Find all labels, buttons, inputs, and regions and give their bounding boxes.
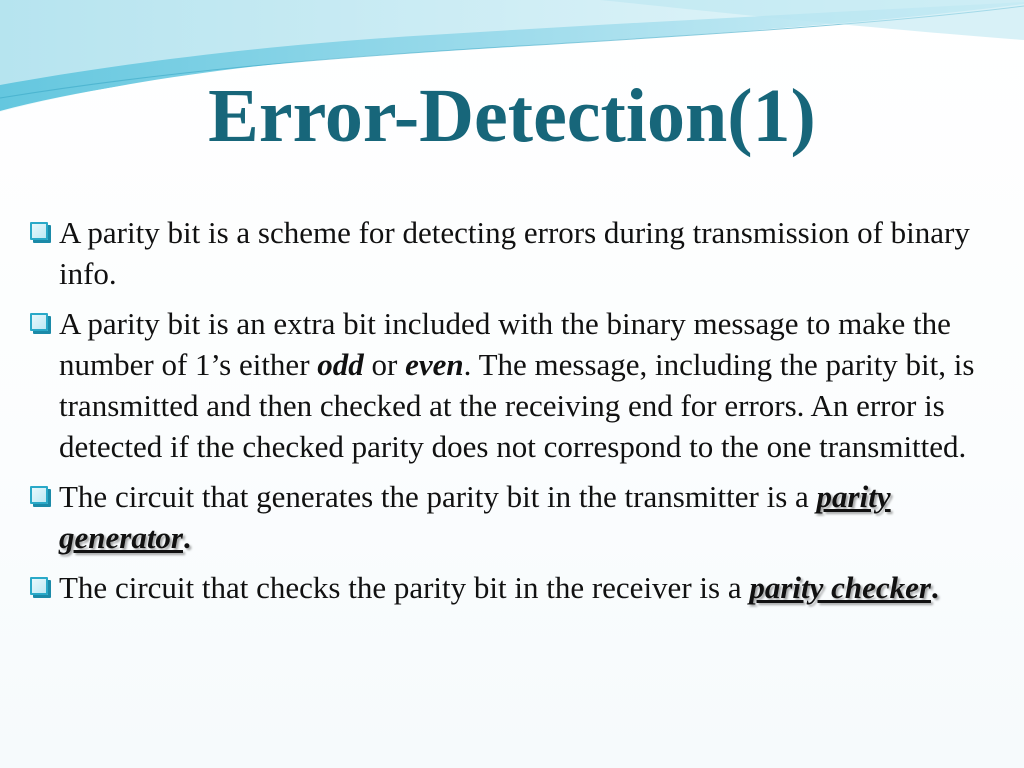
bullet-text-part: A parity bit is an extra bit included with the binary message to make the number of 1’s either	[59, 306, 951, 382]
bullet-text	[59, 479, 891, 555]
bullet-item	[26, 303, 986, 467]
bullet-item	[26, 476, 986, 558]
bullet-period: .	[930, 570, 939, 605]
hollow-square-bullet-icon	[30, 486, 48, 504]
parity-generator-term: parity generator	[59, 479, 891, 555]
bullet-item	[26, 212, 986, 294]
bullet-text-part: or	[363, 347, 406, 382]
bullet-text-part: . The message, including the parity bit, is transmitted and then checked at the receiving end for errors. An error is detected if the checked parity does not correspond to the one transmitted.	[59, 347, 975, 464]
bullet-text-part: The circuit that checks the parity bit in the receiver is a	[59, 570, 750, 605]
bullet-text	[59, 306, 974, 464]
bullet-period: .	[183, 520, 191, 555]
hollow-square-bullet-icon	[30, 313, 48, 331]
slide-title: Error-Detection(1)	[208, 74, 816, 158]
bullet-text-part: The circuit that generates the parity bit in the transmitter is a	[59, 479, 817, 514]
hollow-square-bullet-icon	[30, 577, 48, 595]
hollow-square-bullet-icon	[30, 222, 48, 240]
odd-emphasis: odd	[317, 347, 364, 382]
bullet-item	[26, 567, 986, 608]
bullet-text: A parity bit is a scheme for detecting errors during transmission of binary info.	[59, 215, 970, 291]
even-emphasis: even	[405, 347, 464, 382]
bullet-list	[26, 212, 986, 617]
parity-checker-term: parity checker	[749, 570, 931, 605]
bullet-text	[59, 570, 939, 605]
